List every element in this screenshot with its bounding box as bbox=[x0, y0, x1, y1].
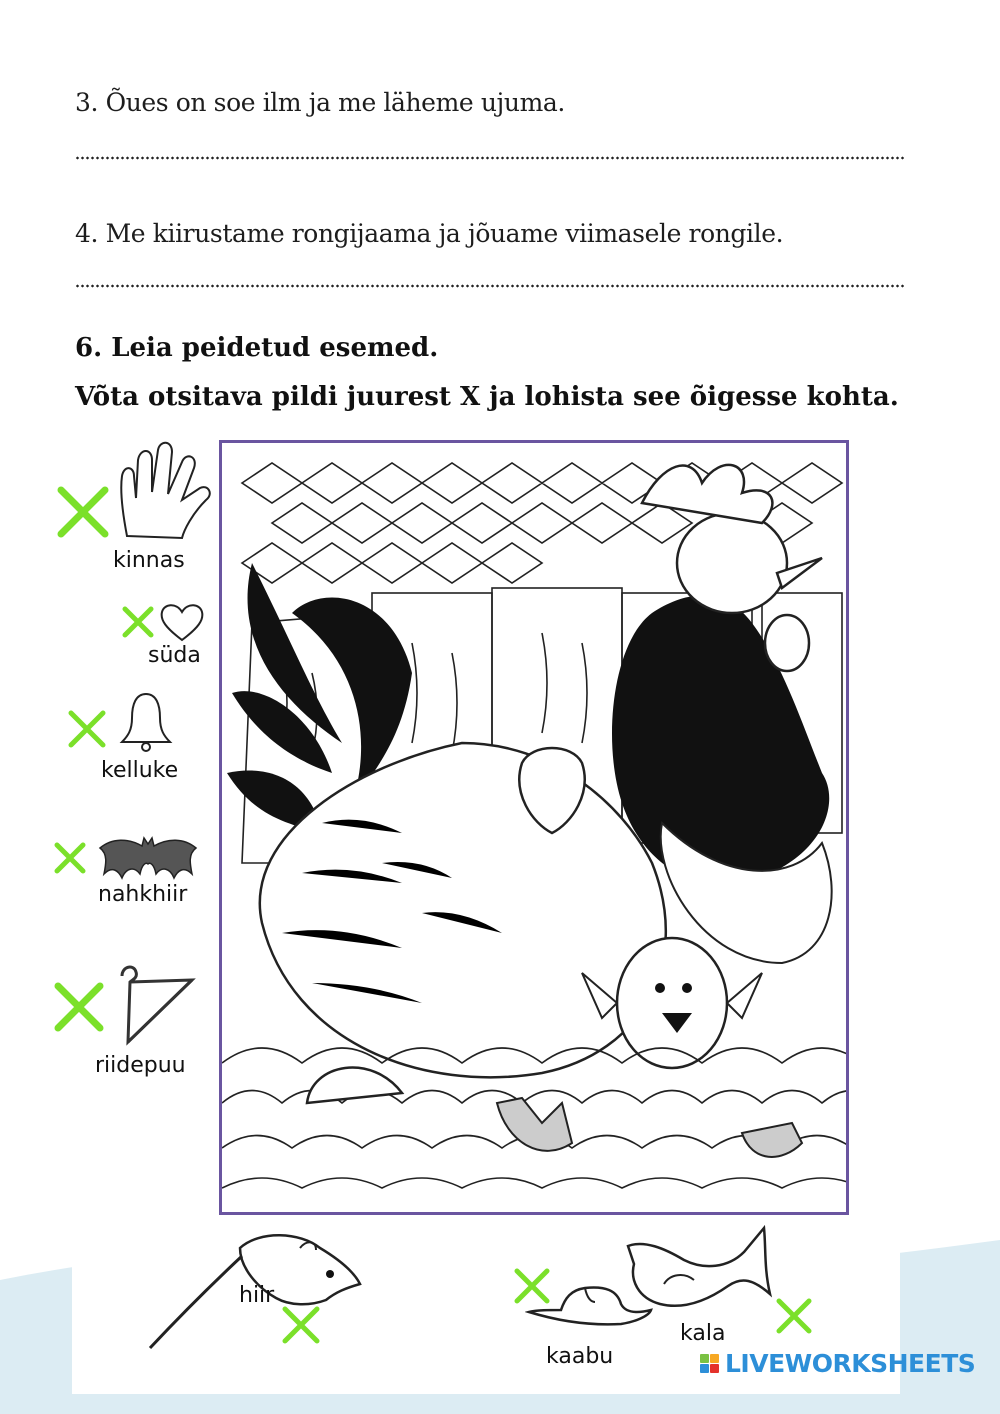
bat-icon bbox=[98, 834, 198, 886]
x-marker-kaabu[interactable] bbox=[512, 1266, 552, 1306]
item-label-kinnas: kinnas bbox=[113, 548, 185, 573]
x-marker-riidepuu[interactable] bbox=[52, 980, 106, 1034]
item-label-kala: kala bbox=[680, 1321, 726, 1346]
rooster-hen-chick-drawing bbox=[222, 443, 846, 1212]
sentence-4: 4. Me kiirustame rongijaama ja jõuame viimasele rongile. bbox=[75, 219, 784, 248]
answer-line-3[interactable] bbox=[75, 156, 905, 160]
glove-icon bbox=[112, 440, 214, 544]
x-marker-kelluke[interactable] bbox=[66, 708, 108, 750]
item-label-nahkhiir: nahkhiir bbox=[98, 882, 188, 907]
item-label-riidepuu: riidepuu bbox=[95, 1053, 186, 1078]
heart-icon bbox=[158, 600, 206, 644]
x-marker-kinnas[interactable] bbox=[55, 484, 111, 540]
task-title: 6. Leia peidetud esemed. bbox=[75, 333, 439, 363]
item-label-kaabu: kaabu bbox=[546, 1344, 614, 1369]
answer-line-4[interactable] bbox=[75, 284, 905, 288]
sentence-3: 3. Õues on soe ilm ja me läheme ujuma. bbox=[75, 88, 565, 117]
x-marker-kala[interactable] bbox=[774, 1296, 814, 1336]
liveworksheets-logo-icon bbox=[700, 1354, 719, 1373]
item-label-hiir: hiir bbox=[239, 1283, 275, 1308]
liveworksheets-logo-text: LIVEWORKSHEETS bbox=[725, 1348, 976, 1378]
task-instruction: Võta otsitava pildi juurest X ja lohista see õigesse kohta. bbox=[75, 382, 899, 412]
item-label-suda: süda bbox=[148, 643, 201, 668]
x-marker-hiir[interactable] bbox=[280, 1304, 322, 1346]
bell-icon bbox=[118, 690, 174, 754]
liveworksheets-logo bbox=[700, 1346, 995, 1380]
x-marker-nahkhiir[interactable] bbox=[52, 840, 88, 876]
hanger-icon bbox=[108, 960, 200, 1052]
item-label-kelluke: kelluke bbox=[101, 758, 179, 783]
x-marker-suda[interactable] bbox=[120, 604, 156, 640]
fish-icon bbox=[624, 1224, 774, 1324]
hidden-objects-picture[interactable] bbox=[219, 440, 849, 1215]
